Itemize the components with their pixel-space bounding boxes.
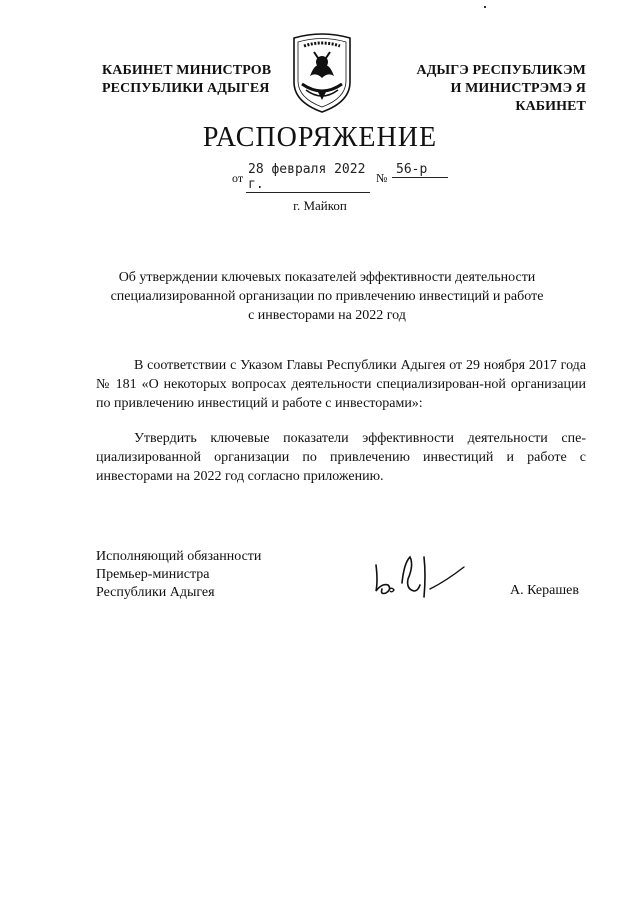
header-left-line2: РЕСПУБЛИКИ АДЫГЕЯ bbox=[102, 81, 270, 96]
signer-name: А. Керашев bbox=[510, 583, 579, 598]
city: г. Майкоп bbox=[293, 198, 347, 213]
header-left-line1: КАБИНЕТ МИНИСТРОВ bbox=[102, 63, 272, 78]
signer-position-line3: Республики Адыгея bbox=[96, 585, 215, 600]
coat-of-arms-icon bbox=[288, 32, 356, 114]
document-subject bbox=[92, 268, 562, 325]
number-value: 56-р bbox=[392, 162, 448, 178]
signer-position-line2: Премьер-министра bbox=[96, 567, 210, 582]
subject-line-1: Об утверждении ключевых показателей эффективности деятельности bbox=[118, 270, 536, 285]
paragraph-basis: В соответствии с Указом Главы Республики Адыгея от 29 ноября 2017 года № 181 «О некоторых вопросах деятельности специализирован-ной организации по привлечению инвестиций и работе с инвесторами»: bbox=[96, 358, 586, 411]
handwritten-signature bbox=[368, 545, 468, 605]
header-right-line1: АДЫГЭ РЕСПУБЛИКЭМ bbox=[416, 63, 586, 78]
date-value: 28 февраля 2022 г. bbox=[246, 162, 370, 193]
date-prefix: от bbox=[232, 171, 244, 185]
document-title: РАСПОРЯЖЕНИЕ bbox=[202, 122, 438, 153]
date-number-line bbox=[232, 162, 452, 192]
subject-line-3: с инвесторами на 2022 год bbox=[248, 308, 406, 323]
scan-speck bbox=[484, 6, 486, 8]
signer-position bbox=[96, 548, 261, 602]
header-left bbox=[102, 62, 282, 98]
header-right-line2: И МИНИСТРЭМЭ Я КАБИНЕТ bbox=[450, 81, 586, 114]
subject-line-2: специализированной организации по привлечению инвестиций и работе bbox=[110, 289, 544, 304]
header-right bbox=[378, 62, 586, 116]
paragraph-decision: Утвердить ключевые показатели эффективности деятельности спе-циализированной организации по привлечению инвестиций и работе с инвесторами на 2022 год согласно приложению. bbox=[96, 431, 586, 484]
signer-position-line1: Исполняющий обязанности bbox=[96, 549, 262, 564]
number-prefix: № bbox=[376, 171, 388, 185]
